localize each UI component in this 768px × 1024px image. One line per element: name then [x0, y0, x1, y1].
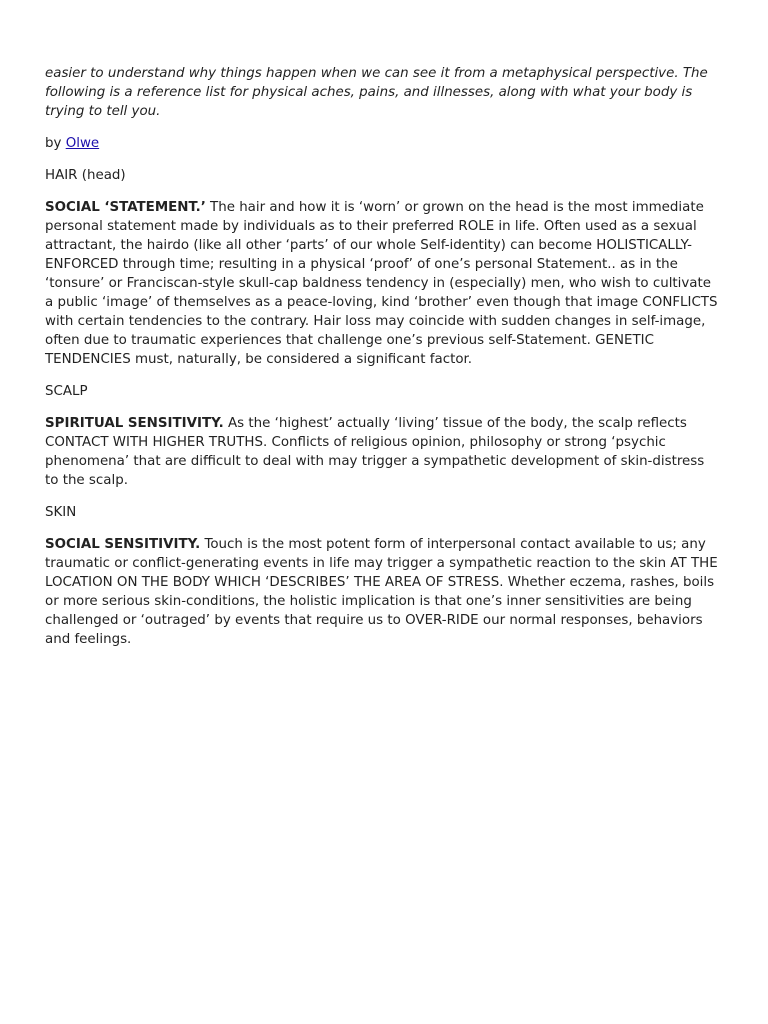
author-link[interactable]: Olwe [65, 136, 100, 151]
section-lead-hair: SOCIAL ‘STATEMENT.’ [45, 200, 206, 215]
intro-paragraph: easier to understand why things happen when we can see it from a metaphysical perspective. The following is a reference list for physical aches, pains, and illnesses, along with what your body is trying to tell you. [45, 66, 708, 119]
byline-prefix: by [45, 136, 66, 151]
section-body-scalp [45, 414, 720, 490]
section-lead-skin: SOCIAL SENSITIVITY. [45, 537, 201, 552]
byline [45, 134, 720, 153]
section-body-hair [45, 198, 720, 369]
section-lead-scalp: SPIRITUAL SENSITIVITY. [45, 416, 224, 431]
section-title-skin: SKIN [45, 505, 77, 520]
section-text-skin: Touch is the most potent form of interpersonal contact available to us; any traumatic or conflict-generating events in life may trigger a sympathetic reaction to the skin AT THE LOCATION ON THE BODY WHICH ‘DESCRIBES’ THE AREA OF STRESS. Whether eczema, rashes, boils or more serious skin-conditions, the holistic implication is that one’s inner sensitivities are being challenged or ‘outraged’ by events that require us to OVER-RIDE our normal responses, behaviors and feelings. [45, 537, 718, 647]
section-text-hair: The hair and how it is ‘worn’ or grown on the head is the most immediate personal statement made by individuals as to their preferred ROLE in life. Often used as a sexual attractant, the hairdo (like all other ‘parts’ of our whole Self-identity) can become HOLISTICALLY-ENFORCED through time; resulting in a physical ‘proof’ of one’s personal Statement.. as in the ‘tonsure’ or Franciscan-style skull-cap baldness tendency in (especially) men, who wish to cultivate a public ‘image’ of themselves as a peace-loving, kind ‘brother’ even though that image CONFLICTS with certain tendencies to the contrary. Hair loss may coincide with sudden changes in self-image, often due to traumatic experiences that challenge one’s previous self-Statement. GENETIC TENDENCIES must, naturally, be considered a significant factor. [45, 200, 718, 367]
section-body-skin [45, 535, 720, 649]
section-title-scalp: SCALP [45, 384, 88, 399]
section-title-hair: HAIR (head) [45, 168, 126, 183]
section-text-scalp: As the ‘highest’ actually ‘living’ tissue of the body, the scalp reflects CONTACT WITH HIGHER TRUTHS. Conflicts of religious opinion, philosophy or strong ‘psychic phenomena’ that are difficult to deal with may trigger a sympathetic development of skin-distress to the scalp. [45, 416, 705, 488]
